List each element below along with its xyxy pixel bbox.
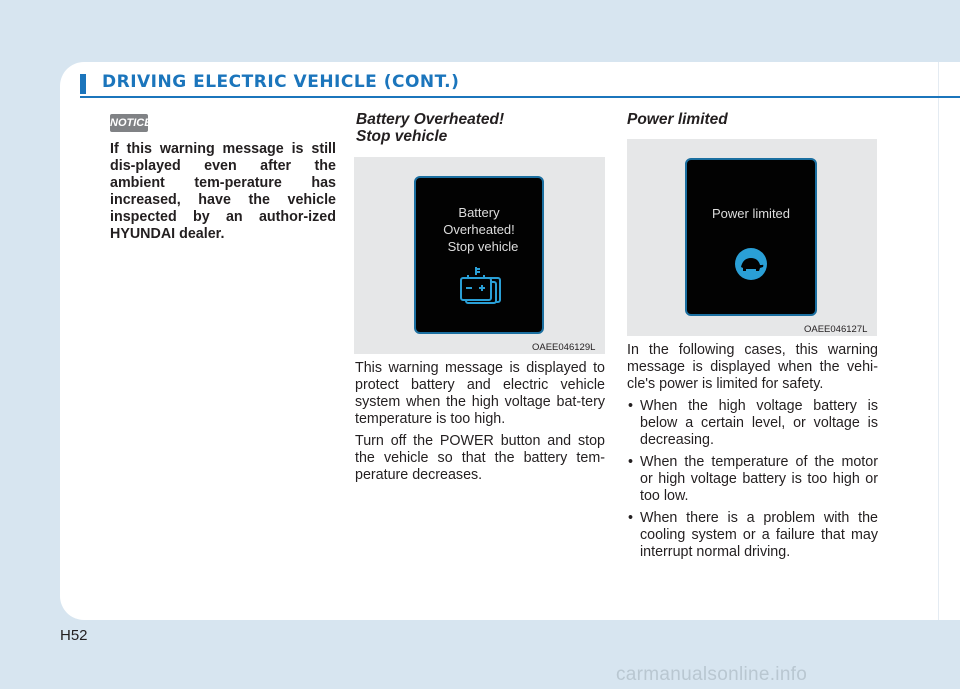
screen-line2: Overheated! (443, 222, 515, 237)
notice-badge: NOTICE (110, 114, 148, 132)
figure-code: OAEE046127L (804, 324, 868, 335)
cluster-display (414, 176, 544, 334)
section-marker (80, 74, 86, 94)
watermark: carmanualsonline.info (616, 664, 808, 685)
screen-line1: Battery (458, 205, 500, 220)
paragraph: This warning message is displayed to protect battery and electric vehicle system when the high voltage bat-tery temperature is too high. (355, 360, 605, 427)
battery-overheated-body (355, 360, 605, 489)
paragraph: Turn off the POWER button and stop the vehicle so that the battery tem-perature decreases. (355, 433, 605, 483)
list-item: • When the temperature of the motor or high voltage battery is too high or too low. (627, 454, 878, 505)
battery-heading-line1: Battery Overheated! (356, 111, 505, 128)
cluster-message (416, 204, 542, 255)
cluster-display (685, 158, 817, 316)
page-number: H52 (60, 627, 88, 644)
notice-text: If this warning message is still dis-played even after the ambient tem-perature has increased, have the vehicle inspected by an author-ized HYUNDAI dealer. (110, 141, 336, 242)
power-limited-body (627, 342, 878, 566)
cluster-message: Power limited (711, 206, 791, 221)
turtle-icon (733, 246, 769, 282)
screen-line3: Stop vehicle (447, 239, 519, 254)
battery-overheated-heading (356, 111, 596, 145)
paragraph: In the following cases, this warning message is displayed when the vehi-cle's power is limited for safety. (627, 342, 878, 392)
battery-overheated-figure (354, 157, 605, 354)
section-title: DRIVING ELECTRIC VEHICLE (CONT.) (102, 72, 460, 92)
margin-rule (938, 62, 939, 620)
battery-heading-line2: Stop vehicle (356, 128, 448, 145)
section-rule (80, 96, 960, 98)
list-item: • When the high voltage battery is below a certain level, or voltage is decreasing. (627, 398, 878, 449)
figure-code: OAEE046129L (532, 342, 596, 353)
power-limited-figure (627, 139, 877, 336)
list-item: • When there is a problem with the cooling system or a failure that may interrupt normal driving. (627, 510, 878, 561)
battery-overheat-icon (458, 266, 502, 306)
condition-list (627, 398, 878, 561)
power-limited-heading: Power limited (627, 111, 728, 128)
